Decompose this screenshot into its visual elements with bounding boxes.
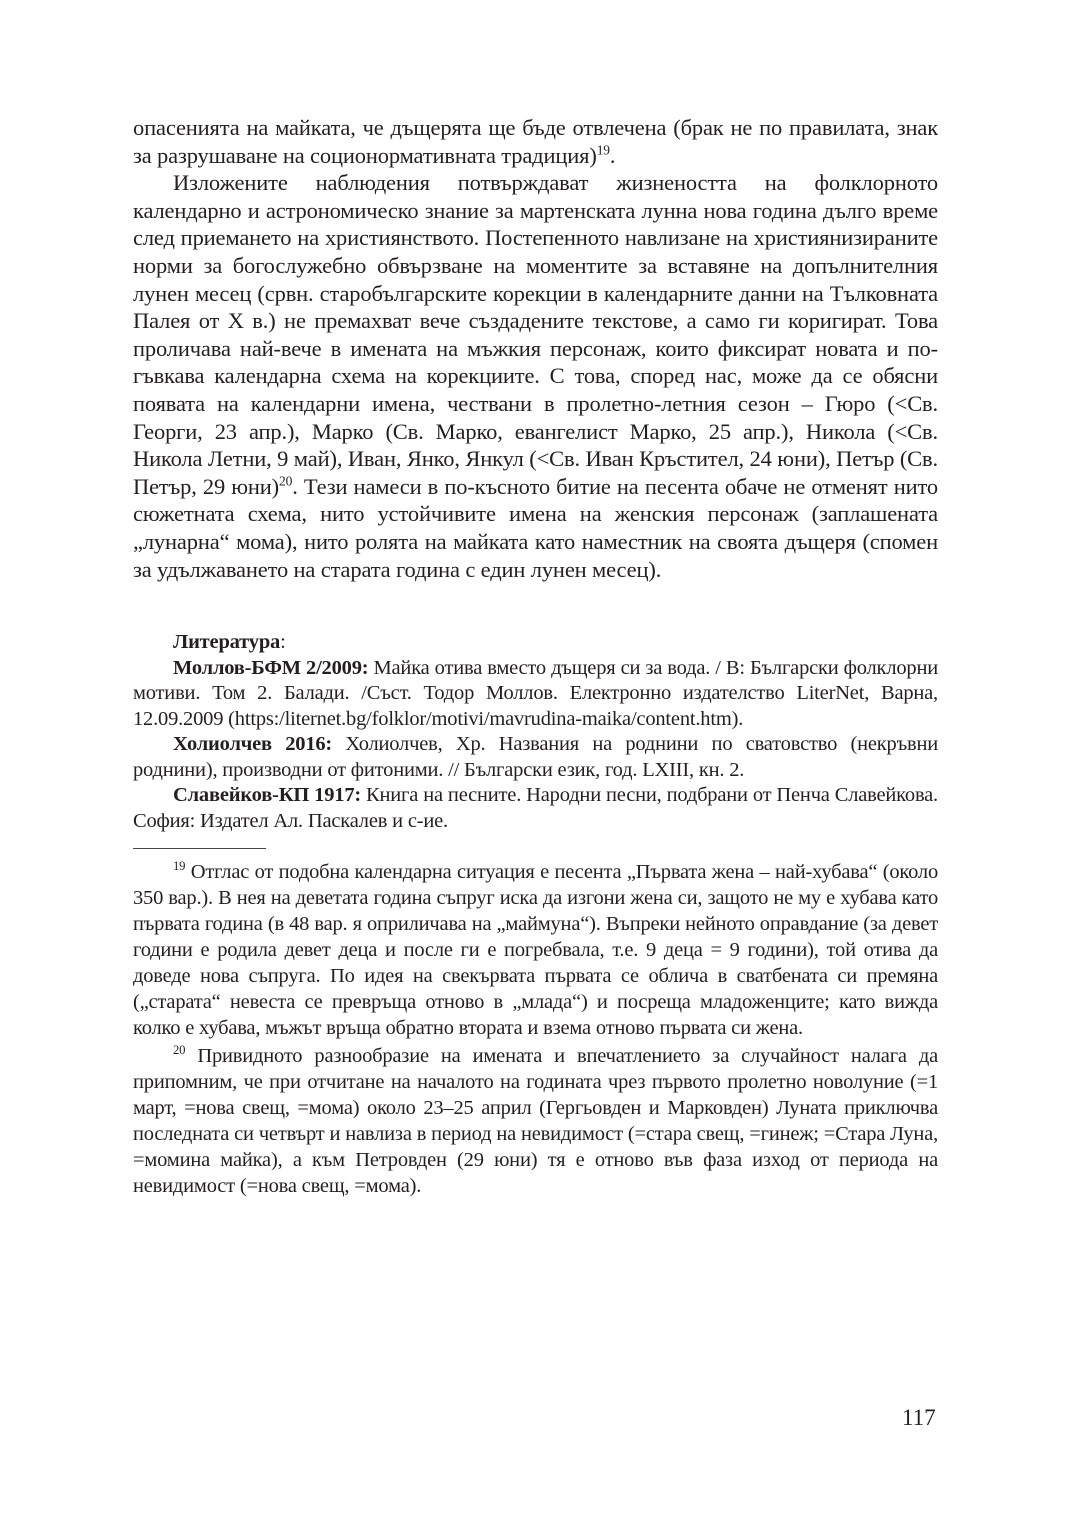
footnote-text: Отглас от подобна календарна ситуация е песента „Първата жена – най-хубава“ (около 350 вар.). В нея на деветата година съпруг иска да изгони жена си, защото не му е хубава като първата година (в 48 вар. я оприличава на „маймуна“). Въпреки нейното оправдание (за девет години е родила девет деца и после ги е погребвала, т.е. 9 деца = 9 години), той отива да доведе нова съпруга. По идея на свекървата първата се облича в сватбената си премяна („старата“ невеста се превръща отново в „млада“) и посреща младоженците; като вижда колко е хубава, мъжът връща обратно втората и взема отново първата си жена. [133, 861, 938, 1040]
paragraph [133, 169, 938, 583]
footnote-ref-19[interactable]: 19 [596, 142, 610, 158]
reference-text: Книга на песните. Народни песни, подбрани от Пенча Славейкова. София: Издател Ал. Паскалев и с-ие. [133, 784, 938, 832]
footnote-19 [133, 859, 938, 1041]
reference-item [133, 732, 938, 783]
paragraph-tail: . [609, 142, 616, 168]
references-heading-text: Литература [173, 631, 281, 654]
footnote-ref-20[interactable]: 20 [279, 473, 293, 489]
reference-item [133, 656, 938, 733]
footnote-20 [133, 1043, 938, 1199]
reference-key: Моллов-БФМ 2/2009: [173, 656, 369, 679]
reference-item [133, 783, 938, 834]
page-number: 117 [902, 1405, 936, 1430]
paragraph-text: Изложените наблюдения потвърждават жизнеността на фолклорното календарно и астрономическо знание за мартенската лунна нова година дълго време след приемането на християнството. Постепенното навлизане на християнизираните норми за богослужебно обвързване на моментите за вставяне на допълнителния лунен месец (срвн. старобългарските корекции в календарните данни на Тълковната Палея от Х в.) не премахват вече създадените текстове, а само ги коригират. Това проличава най-вече в имената на мъжкия персонаж, които фиксират новата и по-гъвкава календарна схема на корекциите. С това, според нас, може да се обясни появата на календарни имена, чествани в пролетно-летния сезон – Гюро (<Св. Георги, 23 апр.), Марко (Св. Марко, евангелист Марко, 25 апр.), Никола (<Св. Никола Летни, 9 май), Иван, Янко, Янкул (<Св. Иван Кръстител, 24 юни), Петър (Св. Петър, 29 юни) [133, 170, 938, 499]
main-text [133, 114, 938, 583]
paragraph-continuation [133, 114, 938, 169]
paragraph-tail: . Тези намеси в по-късното битие на песента обаче не отменят нито сюжетната схема, нито устойчивите имена на женския персонаж (заплашената „лунарна“ мома), нито ролята на майката като наместник на своята дъщеря (спомен за удължаването на старата година с един лунен месец). [133, 473, 938, 582]
references-heading [133, 630, 938, 656]
paragraph-text: опасенията на майката, че дъщерята ще бъде отвлечена (брак не по правилата, знак за разрушаване на соционормативната традиция) [133, 115, 938, 168]
footnote-text: Привидното разнообразие на имената и впечатлението за случайност налага да припомним, че при отчитане на началото на годината чрез първото пролетно новолуние (=1 март, =нова свещ, =мома) около 23–25 април (Гергьовден и Марковден) Луната приключва последната си четвърт и навлиза в период на невидимост (=стара свещ, =гинеж; =Стара Луна, =момина майка), а към Петровден (29 юни) тя е отново във фаза изход от периода на невидимост (=нова свещ, =мома). [133, 1045, 938, 1198]
reference-key: Славейков-КП 1917: [173, 784, 361, 807]
references-section [133, 630, 938, 834]
document-page [133, 114, 938, 1201]
reference-text: Холиолчев, Хр. Названия на роднини по сватовство (некръвни роднини), производни от фитоними. // Български език, год. LXIII, кн. 2. [133, 733, 938, 781]
footnotes-section [133, 859, 938, 1199]
footnote-number: 20 [173, 1043, 186, 1058]
reference-key: Холиолчев 2016: [173, 733, 333, 756]
references-heading-colon: : [280, 631, 286, 654]
footnote-number: 19 [173, 859, 186, 874]
footnote-separator [133, 848, 266, 849]
reference-text: Майка отива вместо дъщеря си за вода. / В: Български фолклорни мотиви. Том 2. Балади. /Съст. Тодор Моллов. Електронно издателство LiterNet, Варна, 12.09.2009 (https:/liternet.bg/folklor/motivi/mavrudina-maika/content.htm). [133, 656, 938, 730]
